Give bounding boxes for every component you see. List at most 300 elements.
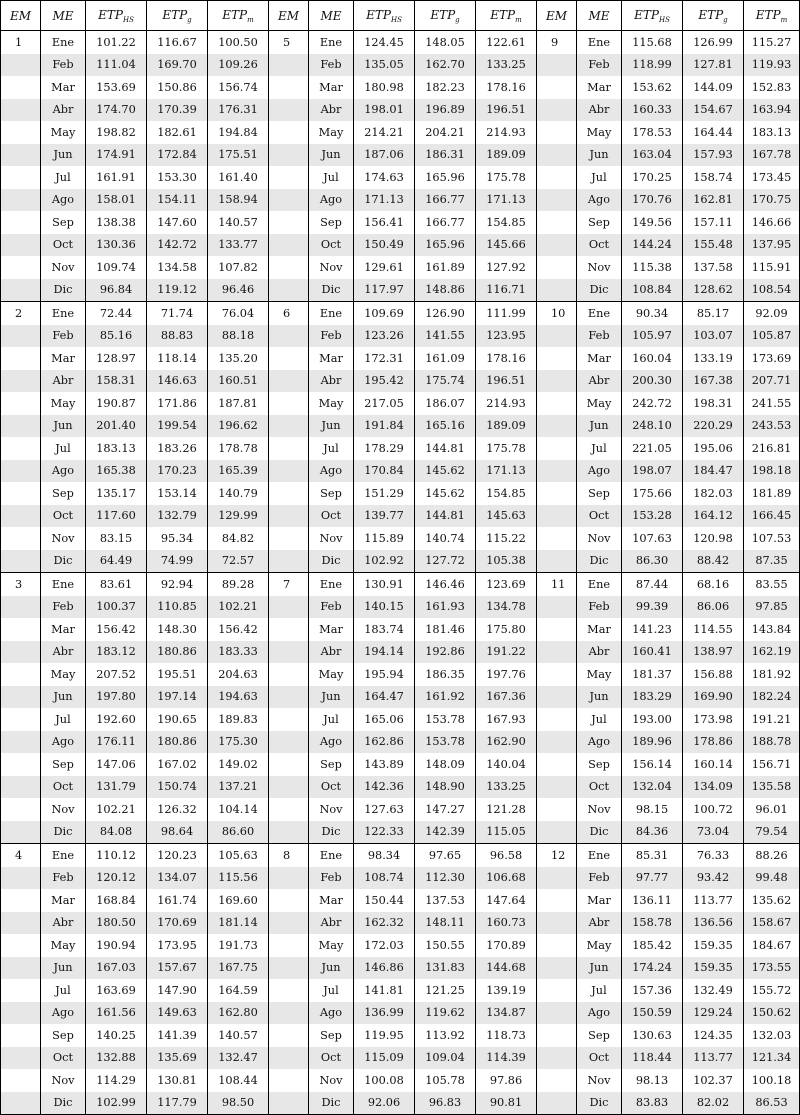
etp-hs-cell: 115.68 [622,31,683,54]
etp-m-cell: 155.72 [744,979,800,1002]
em-cell [269,279,309,302]
em-cell [537,979,577,1002]
em-cell [537,618,577,641]
em-cell [269,189,309,212]
etp-g-cell: 100.72 [683,798,744,821]
em-cell [269,641,309,664]
table-row [1,798,800,821]
month-cell: Ago [41,189,86,212]
etp-g-cell: 153.78 [415,731,476,754]
etp-hs-cell: 102.99 [86,1092,147,1115]
month-cell: Sep [309,753,354,776]
etp-m-cell: 164.59 [208,979,269,1002]
etp-hs-cell: 161.56 [86,1002,147,1025]
table-row [1,31,800,54]
etp-hs-cell: 163.04 [622,144,683,167]
etp-g-cell: 178.86 [683,731,744,754]
etp-hs-cell: 242.72 [622,392,683,415]
month-cell: Jul [41,166,86,189]
etp-hs-cell: 109.74 [86,256,147,279]
etp-m-cell: 196.51 [476,99,537,122]
etp-g-cell: 126.99 [683,31,744,54]
etp-g-cell: 154.67 [683,99,744,122]
etp-g-cell: 161.89 [415,256,476,279]
table-row [1,505,800,528]
etp-hs-cell: 130.63 [622,1024,683,1047]
etp-g-cell: 195.51 [147,663,208,686]
month-cell: Mar [41,76,86,99]
etp-g-cell: 86.06 [683,596,744,619]
month-cell: Feb [41,54,86,77]
etp-m-cell: 144.68 [476,957,537,980]
em-cell [269,979,309,1002]
em-cell [537,347,577,370]
table-row [1,618,800,641]
etp-g-cell: 153.30 [147,166,208,189]
table-row [1,663,800,686]
etp-g-cell: 85.17 [683,302,744,325]
etp-hs-cell: 141.23 [622,618,683,641]
etp-m-cell: 145.66 [476,234,537,257]
month-cell: Feb [309,596,354,619]
month-cell: Jun [41,686,86,709]
table-row [1,686,800,709]
month-cell: Oct [309,1047,354,1070]
em-cell [1,1092,41,1115]
etp-m-cell: 140.04 [476,753,537,776]
etp-m-cell: 166.45 [744,505,800,528]
month-cell: Mar [309,889,354,912]
etp-g-cell: 124.35 [683,1024,744,1047]
etp-g-cell: 126.90 [415,302,476,325]
etp-hs-cell: 140.15 [354,596,415,619]
etp-m-cell: 149.02 [208,753,269,776]
em-cell [269,753,309,776]
etp-g-cell: 137.58 [683,256,744,279]
month-cell: Abr [577,370,622,393]
etp-g-cell: 170.23 [147,460,208,483]
etp-hs-cell: 118.44 [622,1047,683,1070]
etp-g-cell: 181.46 [415,618,476,641]
month-cell: Sep [577,211,622,234]
em-cell [269,76,309,99]
em-cell [269,550,309,573]
em-cell [1,550,41,573]
em-cell [537,99,577,122]
etp-m-cell: 204.63 [208,663,269,686]
em-cell [537,1069,577,1092]
month-cell: Ago [309,1002,354,1025]
em-cell [1,392,41,415]
etp-g-cell: 141.55 [415,325,476,348]
etp-m-cell: 107.82 [208,256,269,279]
etp-hs-cell: 140.25 [86,1024,147,1047]
etp-hs-cell: 207.52 [86,663,147,686]
em-cell [269,437,309,460]
etp-g-cell: 184.47 [683,460,744,483]
etp-hs-cell: 101.22 [86,31,147,54]
etp-hs-cell: 84.36 [622,821,683,844]
month-cell: Abr [41,370,86,393]
etp-hs-cell: 158.78 [622,912,683,935]
month-cell: Sep [309,1024,354,1047]
month-cell: Mar [577,889,622,912]
etp-g-cell: 157.67 [147,957,208,980]
etp-hs-cell: 174.70 [86,99,147,122]
etp-m-cell: 194.63 [208,686,269,709]
month-cell: Ene [577,844,622,867]
etp-g-cell: 183.26 [147,437,208,460]
etp-g-cell: 198.31 [683,392,744,415]
etp-hs-cell: 153.69 [86,76,147,99]
etp-hs-cell: 105.97 [622,325,683,348]
month-cell: May [577,934,622,957]
month-cell: Jun [41,957,86,980]
etp-hs-cell: 83.83 [622,1092,683,1115]
em-cell: 1 [1,31,41,54]
table-row [1,54,800,77]
etp-hs-cell: 200.30 [622,370,683,393]
em-cell [269,1069,309,1092]
etp-m-cell: 175.78 [476,437,537,460]
month-cell: Ene [309,573,354,596]
month-cell: Nov [577,798,622,821]
em-cell [537,144,577,167]
etp-hs-cell: 157.36 [622,979,683,1002]
em-cell [269,798,309,821]
etp-hs-cell: 97.77 [622,867,683,890]
etp-g-cell: 119.62 [415,1002,476,1025]
etp-m-cell: 167.78 [744,144,800,167]
etp-m-cell: 132.03 [744,1024,800,1047]
em-cell: 2 [1,302,41,325]
month-cell: Ene [577,573,622,596]
etp-g-header: $ETP_g$ [147,1,208,31]
etp-m-cell: 115.56 [208,867,269,890]
etp-m-cell: 105.87 [744,325,800,348]
etp-m-cell: 170.75 [744,189,800,212]
etp-g-cell: 92.94 [147,573,208,596]
etp-g-cell: 142.39 [415,821,476,844]
table-row [1,234,800,257]
em-cell [1,279,41,302]
etp-hs-cell: 109.69 [354,302,415,325]
em-cell [537,798,577,821]
etp-g-cell: 160.14 [683,753,744,776]
em-cell [1,256,41,279]
etp-g-cell: 220.29 [683,415,744,438]
em-cell [537,731,577,754]
month-cell: Jul [41,708,86,731]
etp-m-cell: 108.44 [208,1069,269,1092]
month-cell: Dic [41,821,86,844]
month-cell: Abr [577,641,622,664]
month-cell: Nov [309,527,354,550]
em-cell [537,527,577,550]
etp-g-cell: 175.74 [415,370,476,393]
etp-g-cell: 169.70 [147,54,208,77]
month-cell: Nov [577,256,622,279]
table-row [1,957,800,980]
etp-g-cell: 102.37 [683,1069,744,1092]
etp-g-cell: 170.39 [147,99,208,122]
etp-hs-cell: 156.14 [622,753,683,776]
etp-hs-cell: 195.42 [354,370,415,393]
em-cell [269,144,309,167]
etp-m-cell: 137.95 [744,234,800,257]
month-cell: Oct [309,505,354,528]
etp-hs-cell: 172.03 [354,934,415,957]
etp-m-cell: 150.62 [744,1002,800,1025]
em-cell [269,686,309,709]
table-row [1,99,800,122]
month-cell: Ago [577,731,622,754]
etp-g-cell: 146.63 [147,370,208,393]
table-row [1,821,800,844]
em-cell [1,753,41,776]
em-cell [537,708,577,731]
etp-m-cell: 86.53 [744,1092,800,1115]
etp-hs-cell: 86.30 [622,550,683,573]
etp-hs-cell: 96.84 [86,279,147,302]
etp-hs-cell: 118.99 [622,54,683,77]
table-row [1,753,800,776]
etp-hs-cell: 72.44 [86,302,147,325]
etp-m-cell: 121.28 [476,798,537,821]
month-cell: Feb [41,596,86,619]
etp-m-cell: 135.58 [744,776,800,799]
etp-m-cell: 167.93 [476,708,537,731]
table-row [1,1002,800,1025]
month-cell: Jul [577,166,622,189]
etp-hs-cell: 153.62 [622,76,683,99]
etp-m-cell: 183.33 [208,641,269,664]
etp-m-cell: 197.76 [476,663,537,686]
month-cell: Abr [41,641,86,664]
etp-g-cell: 162.70 [415,54,476,77]
etp-hs-cell: 170.25 [622,166,683,189]
em-cell [1,979,41,1002]
me-header: ME [41,1,86,31]
etp-hs-cell: 138.38 [86,211,147,234]
em-cell [269,460,309,483]
em-cell [1,54,41,77]
month-cell: Nov [41,527,86,550]
etp-m-cell: 156.74 [208,76,269,99]
month-cell: Dic [577,550,622,573]
etp-m-cell: 135.62 [744,889,800,912]
em-cell [537,166,577,189]
etp-m-cell: 133.25 [476,776,537,799]
month-cell: Abr [41,99,86,122]
etp-m-cell: 187.81 [208,392,269,415]
month-cell: Dic [41,550,86,573]
etp-m-cell: 160.73 [476,912,537,935]
etp-hs-cell: 194.14 [354,641,415,664]
etp-hs-cell: 150.59 [622,1002,683,1025]
month-cell: Sep [41,753,86,776]
etp-m-cell: 92.09 [744,302,800,325]
em-cell [1,957,41,980]
month-cell: Mar [577,347,622,370]
etp-m-cell: 108.54 [744,279,800,302]
month-cell: Nov [309,256,354,279]
etp-hs-cell: 162.32 [354,912,415,935]
etp-hs-cell: 150.49 [354,234,415,257]
month-cell: Mar [309,76,354,99]
em-cell: 10 [537,302,577,325]
etp-g-cell: 140.74 [415,527,476,550]
etp-hs-cell: 162.86 [354,731,415,754]
etp-hs-cell: 156.42 [86,618,147,641]
etp-m-cell: 152.83 [744,76,800,99]
etp-m-cell: 163.94 [744,99,800,122]
etp-g-cell: 192.86 [415,641,476,664]
table-row [1,596,800,619]
etp-m-cell: 139.19 [476,979,537,1002]
etp-m-cell: 161.40 [208,166,269,189]
etp-g-cell: 147.90 [147,979,208,1002]
month-cell: Oct [577,776,622,799]
em-cell [1,189,41,212]
etp-g-cell: 112.30 [415,867,476,890]
etp-hs-cell: 100.08 [354,1069,415,1092]
etp-g-cell: 159.35 [683,957,744,980]
etp-m-cell: 160.51 [208,370,269,393]
em-cell [537,1047,577,1070]
etp-hs-cell: 115.38 [622,256,683,279]
month-cell: Jul [41,979,86,1002]
etp-g-cell: 173.98 [683,708,744,731]
etp-g-cell: 167.38 [683,370,744,393]
em-cell [537,1092,577,1115]
etp-m-cell: 183.13 [744,121,800,144]
etp-hs-cell: 176.11 [86,731,147,754]
etp-m-cell: 86.60 [208,821,269,844]
etp-hs-cell: 102.21 [86,798,147,821]
month-cell: Oct [309,234,354,257]
etp-m-cell: 79.54 [744,821,800,844]
etp-m-cell: 122.61 [476,31,537,54]
etp-m-cell: 118.73 [476,1024,537,1047]
etp-hs-cell: 183.13 [86,437,147,460]
month-cell: Ene [309,844,354,867]
em-cell [1,912,41,935]
etp-hs-cell: 119.95 [354,1024,415,1047]
etp-hs-cell: 180.50 [86,912,147,935]
etp-g-cell: 150.55 [415,934,476,957]
etp-g-cell: 149.63 [147,1002,208,1025]
month-cell: Sep [577,753,622,776]
etp-m-cell: 182.24 [744,686,800,709]
etp-m-cell: 181.14 [208,912,269,935]
etp-g-cell: 150.74 [147,776,208,799]
etp-g-cell: 116.67 [147,31,208,54]
table-row [1,189,800,212]
etp-m-cell: 154.85 [476,211,537,234]
etp-g-cell: 158.74 [683,166,744,189]
etp-hs-cell: 128.97 [86,347,147,370]
etp-hs-cell: 197.80 [86,686,147,709]
em-cell [537,663,577,686]
em-cell [269,934,309,957]
etp-hs-cell: 172.31 [354,347,415,370]
etp-m-cell: 175.78 [476,166,537,189]
em-cell [1,347,41,370]
month-cell: Feb [577,54,622,77]
table-row [1,166,800,189]
month-cell: Feb [577,325,622,348]
month-cell: Sep [577,482,622,505]
etp-hs-cell: 147.06 [86,753,147,776]
month-cell: Jul [309,437,354,460]
em-cell [269,912,309,935]
etp-m-cell: 198.18 [744,460,800,483]
etp-hs-cell: 135.17 [86,482,147,505]
em-cell [537,279,577,302]
etp-hs-cell: 167.03 [86,957,147,980]
month-cell: May [309,663,354,686]
etp-m-cell: 98.50 [208,1092,269,1115]
etp-g-cell: 109.04 [415,1047,476,1070]
em-cell [1,121,41,144]
etp-hs-cell: 180.98 [354,76,415,99]
table-row [1,731,800,754]
etp-hs-header: $ETP_{HS}$ [622,1,683,31]
etp-g-cell: 173.95 [147,934,208,957]
etp-g-cell: 82.02 [683,1092,744,1115]
month-cell: Sep [309,482,354,505]
etp-hs-cell: 90.34 [622,302,683,325]
month-cell: May [309,934,354,957]
etp-hs-cell: 183.74 [354,618,415,641]
table-row [1,415,800,438]
etp-g-cell: 171.86 [147,392,208,415]
etp-hs-cell: 102.92 [354,550,415,573]
table-row [1,912,800,935]
etp-m-cell: 243.53 [744,415,800,438]
etp-hs-cell: 170.76 [622,189,683,212]
etp-m-cell: 99.48 [744,867,800,890]
etp-m-cell: 115.91 [744,256,800,279]
em-cell [537,325,577,348]
etp-hs-cell: 110.12 [86,844,147,867]
etp-g-cell: 172.84 [147,144,208,167]
month-cell: Ene [41,844,86,867]
month-cell: May [41,121,86,144]
etp-m-cell: 169.60 [208,889,269,912]
etp-g-cell: 199.54 [147,415,208,438]
month-cell: Ago [309,731,354,754]
etp-m-cell: 134.87 [476,1002,537,1025]
etp-m-cell: 173.55 [744,957,800,980]
etp-g-cell: 144.81 [415,437,476,460]
etp-g-cell: 134.07 [147,867,208,890]
etp-hs-cell: 132.04 [622,776,683,799]
month-cell: Nov [577,1069,622,1092]
em-cell [1,663,41,686]
month-cell: Jun [309,415,354,438]
em-cell [1,1024,41,1047]
em-cell [1,76,41,99]
etp-m-cell: 175.51 [208,144,269,167]
etp-m-cell: 114.39 [476,1047,537,1070]
em-cell [1,166,41,189]
month-cell: May [41,663,86,686]
etp-m-cell: 116.71 [476,279,537,302]
etp-g-cell: 134.09 [683,776,744,799]
etp-g-cell: 88.83 [147,325,208,348]
